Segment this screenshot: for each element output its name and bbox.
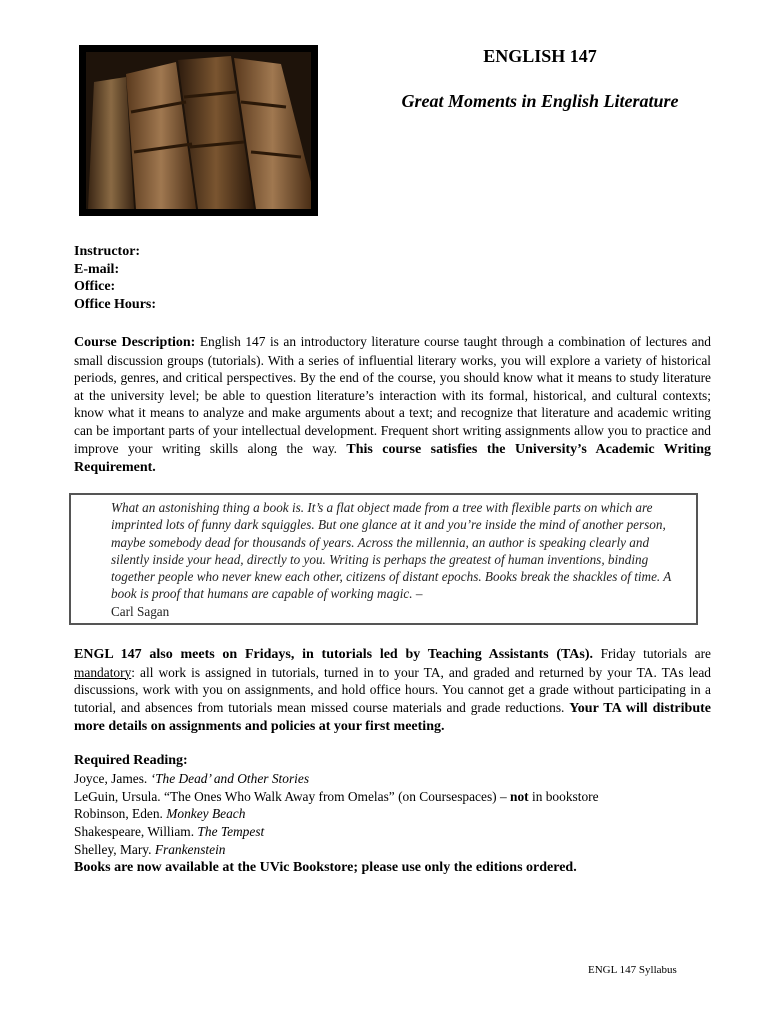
description-text: English 147 is an introductory literature course taught through a combination of lectures and small discussion groups (tutorials). With a series of influential literary works, you will explore a variety of historical periods, genres, and critical perspectives. By the end of the course, you should know what it means to study literature at the university level; be able to question literature’s interaction with its formal, historical, and cultural contexts; know what it means to analyze and make arguments about a text; and recognize that literature and academic writing can be important parts of your intellectual development. Frequent short writing assignments allow you to practice and improve your writing skills along the way. xyxy=(74,334,711,456)
description-label: Course Description: xyxy=(74,335,196,350)
reading-item xyxy=(74,788,714,806)
course-code: ENGLISH 147 xyxy=(483,46,597,66)
required-reading xyxy=(74,752,714,877)
reading-author: Joyce, James. xyxy=(74,770,151,786)
reading-item xyxy=(74,841,714,859)
bookstore-note: Books are now available at the UVic Bookstore; please use only the editions ordered. xyxy=(74,859,577,875)
not-emphasis: not xyxy=(510,788,529,804)
reading-title: “The Ones Who Walk Away from Omelas” (on Coursespaces) – xyxy=(164,788,511,804)
reading-author: Robinson, Eden. xyxy=(74,806,167,822)
reading-tail: in bookstore xyxy=(528,788,599,804)
mandatory-text: mandatory xyxy=(74,664,132,680)
tutorials-text-1: Friday tutorials are xyxy=(593,646,711,661)
course-description xyxy=(74,333,711,477)
page-footer: ENGL 147 Syllabus xyxy=(588,964,677,976)
reading-author: LeGuin, Ursula. xyxy=(74,788,164,804)
reading-author: Shelley, Mary. xyxy=(74,841,155,857)
tutorials-text-2: : all work is assigned in tutorials, turned in to your TA, and graded and returned by your TA. TAs lead discussions, work with you on assignments, and hold office hours. You cannot get a grade without participating in a tutorial, and absences from tutorials mean missed course materials and grade reductions. xyxy=(74,664,711,715)
reading-title: ‘The Dead’ and Other Stories xyxy=(150,770,310,786)
tutorials-intro: ENGL 147 also meets on Fridays, in tutorials led by Teaching Assistants (TAs). xyxy=(74,647,593,662)
reading-title: The Tempest xyxy=(197,824,265,840)
old-books-photo xyxy=(86,52,311,209)
reading-heading: Required Reading: xyxy=(74,753,188,768)
writing-requirement: This course satisfies the University’s Academic Writing Requirement. xyxy=(74,441,711,476)
office-hours-label: Office Hours: xyxy=(74,296,157,312)
reading-item xyxy=(74,823,714,841)
quote-text: What an astonishing thing a book is. It’s a flat object made from a tree with flexible parts on which are imprinted lots of funny dark squiggles. But one glance at it and you’re inside the mind of another person, maybe somebody dead for thousands of years. Across the millennia, an author is speaking clearly and silently inside your head, directly to you. Writing is perhaps the greatest of human inventions, binding together people who never knew each other, citizens of distant epochs. Books break the shackles of time. A book is proof that humans are capable of working magic. – xyxy=(111,500,672,602)
reading-author: Shakespeare, William. xyxy=(74,824,198,840)
instructor-info xyxy=(74,243,156,313)
reading-title: Monkey Beach xyxy=(166,806,246,822)
tutorials-paragraph xyxy=(74,645,711,736)
quote-box xyxy=(69,493,698,625)
email-label: E-mail: xyxy=(74,261,120,277)
reading-item xyxy=(74,805,714,823)
course-title: Great Moments in English Literature xyxy=(401,91,679,111)
office-label: Office: xyxy=(74,279,116,294)
reading-item xyxy=(74,770,714,788)
reading-title: Frankenstein xyxy=(154,841,226,857)
ta-details-note: Your TA will distribute more details on assignments and policies at your first meeting. xyxy=(74,700,711,735)
instructor-label: Instructor: xyxy=(74,244,141,259)
books-illustration xyxy=(86,52,311,209)
quote-author: Carl Sagan xyxy=(111,603,170,619)
books-photo-frame xyxy=(79,45,318,216)
